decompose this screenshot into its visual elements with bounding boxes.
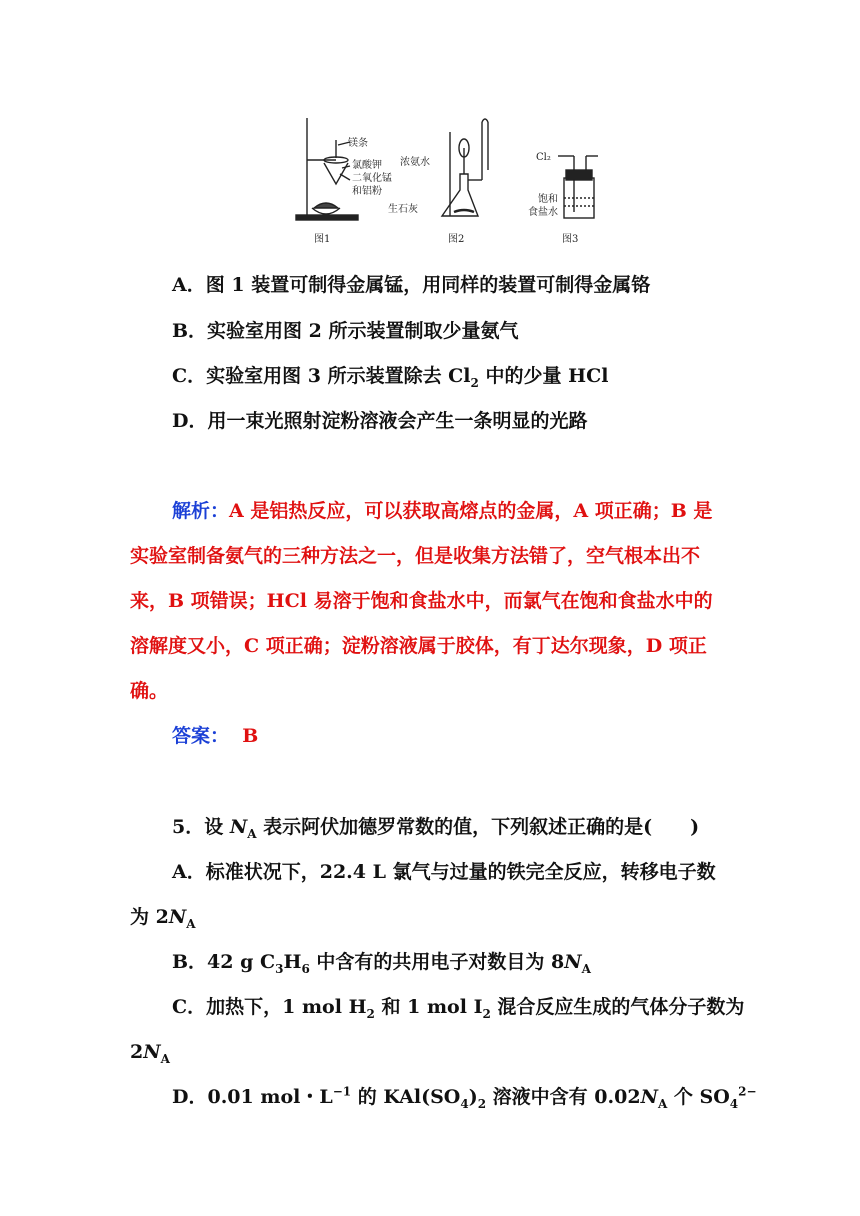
q5-option-c-line-1 (172, 994, 744, 1020)
q5-d-mid3: 溶液中含有 0.02 (486, 1086, 641, 1108)
fig3-apparatus (558, 156, 598, 218)
q5-d-sup1: −1 (332, 1084, 352, 1099)
analysis-line-2: 实验室制备氨气的三种方法之一，但是收集方法错了，空气根本出不 (130, 545, 701, 567)
fig1-label-mg: 镁条 (348, 138, 368, 149)
q5-option-d (172, 1084, 757, 1110)
answer-value: B (242, 725, 259, 747)
analysis-label: 解析： (172, 500, 230, 522)
q5-c-sub2: 2 (482, 1006, 491, 1021)
q5-stem-post: 表示阿伏加德罗常数的值，下列叙述正确的是( ) (256, 816, 700, 838)
q5-d-sup2: 2− (738, 1084, 757, 1099)
fig1-apparatus (296, 118, 358, 220)
q4-option-c (172, 363, 608, 389)
q5-stem-n: N (229, 816, 248, 838)
q5-d-sub-a: A (657, 1096, 668, 1111)
q5-d-sub2: 2 (477, 1096, 487, 1111)
analysis-line-3: 来，B 项错误；HCl 易溶于饱和食盐水中，而氯气在饱和食盐水中的 (130, 590, 713, 612)
q5-d-mid2: ) (468, 1086, 478, 1108)
q4-option-c-post: 中的少量 HCl (478, 365, 609, 387)
q5-option-b (172, 949, 591, 975)
analysis-line-4: 溶解度又小，C 项正确；淀粉溶液属于胶体，有丁达尔现象，D 项正 (130, 635, 707, 657)
q5-option-a-line-2 (130, 904, 196, 930)
q4-option-c-sub: 2 (470, 375, 479, 390)
q5-a2-pre: 为 2 (130, 906, 169, 928)
fig1-label-al: 和铝粉 (352, 186, 382, 197)
q5-b-sub3: A (581, 961, 591, 976)
q5-a2-n: N (168, 906, 187, 928)
q4-option-b: B．实验室用图 2 所示装置制取少量氨气 (172, 320, 519, 342)
q5-b-sub2: 6 (301, 961, 310, 976)
q5-c-pre: C．加热下，1 mol H (172, 996, 367, 1018)
analysis-line-1 (172, 498, 712, 524)
fig2-apparatus (442, 119, 488, 216)
q4-option-c-pre: C．实验室用图 3 所示装置除去 Cl (172, 365, 471, 387)
fig3-label-brine: 食盐水 (528, 207, 558, 218)
q5-c-sub1: 2 (366, 1006, 375, 1021)
q5-d-sub1: 4 (460, 1096, 469, 1111)
fig2-caption: 图2 (448, 234, 465, 245)
q5-d-sub3: 4 (729, 1096, 739, 1111)
q5-c2-pre: 2 (130, 1041, 144, 1063)
q5-d-n: N (640, 1086, 658, 1108)
fig3-label-cl2: Cl₂ (536, 152, 551, 163)
fig1-caption: 图1 (314, 234, 331, 245)
q5-b-pre: B．42 g C (172, 951, 276, 973)
q5-c2-n: N (143, 1041, 161, 1063)
q4-option-d: D．用一束光照射淀粉溶液会产生一条明显的光路 (172, 410, 588, 432)
answer-line (172, 723, 258, 749)
fig3-caption: 图3 (562, 234, 579, 245)
q5-c2-sub: A (160, 1051, 170, 1066)
fig2-label-quicklime: 生石灰 (388, 204, 418, 215)
fig2-label-ammonia: 浓氨水 (400, 157, 430, 168)
q5-stem (172, 814, 699, 840)
q5-b-mid: H (283, 951, 302, 973)
q5-option-c-line-2 (130, 1039, 170, 1065)
q5-b-sub1: 3 (275, 961, 284, 976)
q5-d-pre: D．0.01 mol・L (172, 1086, 333, 1108)
apparatus-drawing (292, 112, 622, 252)
q5-option-a-line-1: A．标准状况下，22.4 L 氯气与过量的铁完全反应，转移电子数 (172, 861, 716, 883)
q4-option-a: A．图 1 装置可制得金属锰，用同样的装置可制得金属铬 (172, 274, 651, 296)
q5-c-mid: 和 1 mol I (374, 996, 483, 1018)
q5-stem-pre: 5．设 (172, 816, 230, 838)
fig1-label-kclo3: 氯酸钾 (352, 160, 382, 171)
fig3-label-saturated: 饱和 (538, 194, 558, 205)
q5-b-n: N (564, 951, 582, 973)
q5-d-mid: 的 KAl(SO (351, 1086, 461, 1108)
q5-c-post: 混合反应生成的气体分子数为 (490, 996, 745, 1018)
apparatus-figures (292, 112, 622, 252)
q5-b-post: 中含有的共用电子对数目为 8 (309, 951, 565, 973)
q5-d-mid4: 个 SO (667, 1086, 730, 1108)
analysis-line-5: 确。 (130, 680, 169, 702)
q5-stem-sub: A (247, 826, 257, 841)
q5-a2-sub: A (186, 916, 196, 931)
analysis-text-1: A 是铝热反应，可以获取高熔点的金属，A 项正确；B 是 (229, 500, 713, 522)
answer-label: 答案： (172, 725, 230, 747)
fig1-label-mno2: 二氧化锰 (352, 173, 392, 184)
